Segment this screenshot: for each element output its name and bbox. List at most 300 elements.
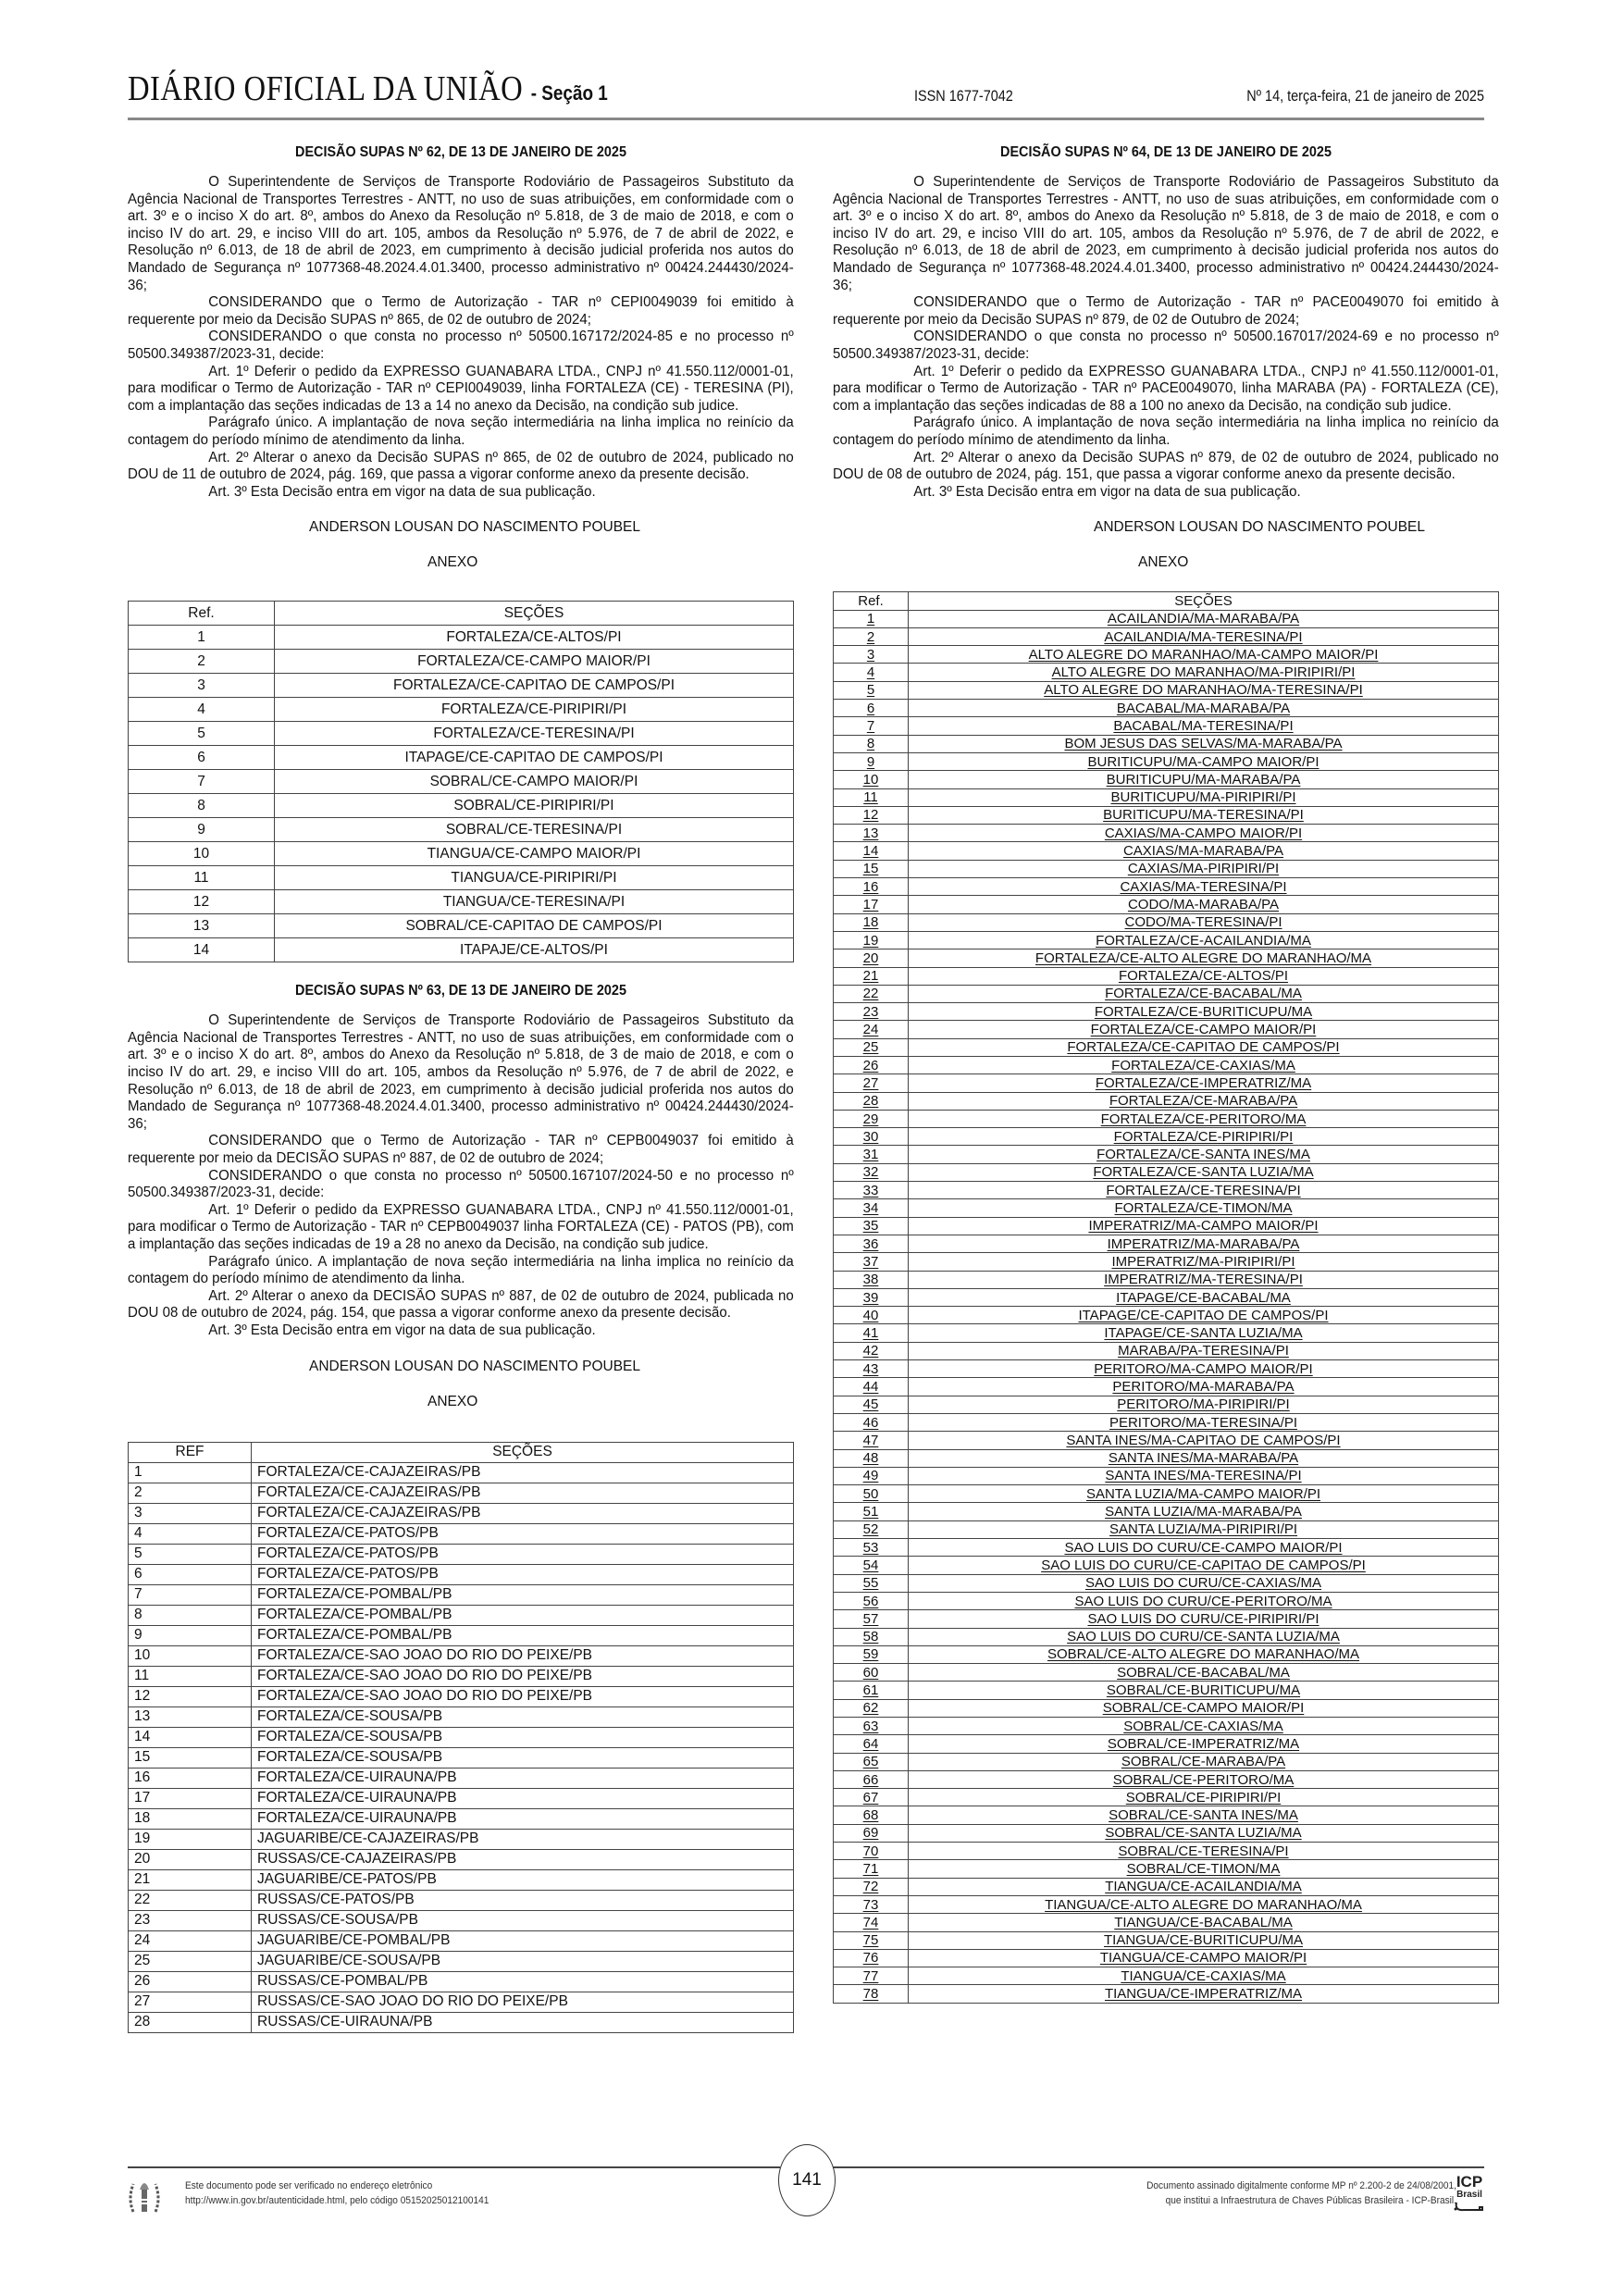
table-row: [834, 1789, 1499, 1806]
table-row: [834, 806, 1499, 824]
table-row: [834, 1539, 1499, 1557]
table-row: [834, 1557, 1499, 1574]
header-divider: [128, 118, 1484, 120]
column-header-ref: Ref.: [834, 592, 909, 610]
table-row: [129, 1747, 794, 1768]
table-row: [129, 842, 794, 866]
cell-ref: 5: [129, 1544, 252, 1564]
cell-ref: 7: [834, 717, 909, 735]
table-row: [834, 1324, 1499, 1342]
cell-ref: 37: [834, 1253, 909, 1271]
table-row: [834, 1914, 1499, 1931]
cell-ref: 1: [834, 610, 909, 627]
cell-ref: 11: [129, 1666, 252, 1686]
column-header-sections: SEÇÕES: [275, 602, 794, 626]
cell-section: SOBRAL/CE-CAPITAO DE CAMPOS/PI: [275, 914, 794, 938]
table-row: [834, 1895, 1499, 1913]
table-row: [834, 1235, 1499, 1252]
cell-ref: 20: [834, 949, 909, 967]
cell-ref: 13: [129, 1706, 252, 1727]
paragraph: CONSIDERANDO o que consta no processo nº 50500.167172/2024-85 e no processo nº 50500.349387/2023-31, decide:: [128, 329, 794, 362]
footer-divider-right: [833, 2166, 1484, 2168]
cell-ref: 52: [834, 1520, 909, 1538]
cell-section: JAGUARIBE/CE-POMBAL/PB: [252, 1930, 794, 1951]
cell-ref: 46: [834, 1413, 909, 1431]
signer-name: ANDERSON LOUSAN DO NASCIMENTO POUBEL: [1094, 519, 1426, 536]
paragraph: Art. 3º Esta Decisão entra em vigor na data de sua publicação.: [913, 483, 1301, 500]
cell-ref: 7: [129, 770, 275, 794]
cell-ref: 25: [129, 1951, 252, 1971]
cell-section: FORTALEZA/CE-SAO JOAO DO RIO DO PEIXE/PB: [252, 1645, 794, 1666]
table-row: [834, 1645, 1499, 1663]
cell-ref: 19: [129, 1829, 252, 1849]
table-row: [129, 626, 794, 650]
paragraph: CONSIDERANDO o que consta no processo nº 50500.167107/2024-50 e no processo nº 50500.349387/2023-31, decide:: [128, 1167, 794, 1201]
table-row: [129, 1564, 794, 1584]
cell-section: SANTA INES/MA-TERESINA/PI: [909, 1467, 1499, 1484]
cell-ref: 24: [834, 1021, 909, 1038]
cell-ref: 27: [834, 1074, 909, 1092]
table-row: [129, 746, 794, 770]
table-row: [834, 842, 1499, 860]
paragraph: CONSIDERANDO o que consta no processo nº 50500.167017/2024-69 e no processo nº 50500.349387/2023-31, decide:: [833, 329, 1499, 362]
paragraph: Art. 3º Esta Decisão entra em vigor na data de sua publicação.: [208, 483, 596, 500]
cell-section: FORTALEZA/CE-UIRAUNA/PB: [252, 1768, 794, 1788]
cell-section: BURITICUPU/MA-PIRIPIRI/PI: [909, 788, 1499, 806]
table-row: [834, 1931, 1499, 1949]
cell-ref: 5: [834, 681, 909, 699]
cell-ref: 59: [834, 1645, 909, 1663]
cell-ref: 11: [129, 866, 275, 890]
cell-ref: 69: [834, 1824, 909, 1842]
table-row: [834, 1520, 1499, 1538]
table-row: [129, 1625, 794, 1645]
cell-ref: 2: [834, 627, 909, 645]
cell-section: TIANGUA/CE-CAMPO MAIOR/PI: [275, 842, 794, 866]
cell-ref: 28: [129, 2012, 252, 2032]
table-row: [834, 913, 1499, 931]
cell-section: SOBRAL/CE-BACABAL/MA: [909, 1664, 1499, 1682]
table-row: [129, 914, 794, 938]
table-row: [834, 1610, 1499, 1628]
cell-ref: 7: [129, 1584, 252, 1605]
cell-ref: 10: [129, 842, 275, 866]
paragraph: O Superintendente de Serviços de Transporte Rodoviário de Passageiros Substituto da Agência Nacional de Transportes Terrestres - ANTT, no uso de suas atribuições, em conformidade com o art. 3º e o inciso X do art. 8º, ambos do Anexo da Resolução nº 5.818, de 3 de maio de 2018, e com o inciso IV do art. 29, e inciso VIII do art. 105, ambos da Resolução nº 5.976, de 7 de abril de 2022, e Resolução nº 6.013, de 18 de abril de 2023, em cumprimento à decisão judicial proferida nos autos do Mandado de Segurança nº 1077368-48.2024.4.01.3400, processo administrativo nº 00424.244430/2024-36;: [128, 1012, 794, 1132]
table-row: [834, 1092, 1499, 1110]
cell-ref: 4: [129, 698, 275, 722]
cell-ref: 26: [834, 1057, 909, 1074]
table-row: [129, 1992, 794, 2012]
cell-ref: 15: [834, 860, 909, 877]
table-row: [834, 1271, 1499, 1288]
cell-section: SOBRAL/CE-CAMPO MAIOR/PI: [909, 1699, 1499, 1717]
cell-section: RUSSAS/CE-PATOS/PB: [252, 1890, 794, 1910]
table-row: [834, 1432, 1499, 1449]
table-row: [834, 1770, 1499, 1788]
table-row: [129, 1666, 794, 1686]
cell-section: CAXIAS/MA-CAMPO MAIOR/PI: [909, 825, 1499, 842]
annex-label: ANEXO: [427, 554, 478, 571]
cell-ref: 63: [834, 1717, 909, 1734]
cell-section: SAO LUIS DO CURU/CE-PERITORO/MA: [909, 1592, 1499, 1609]
cell-ref: 28: [834, 1092, 909, 1110]
table-row: [129, 698, 794, 722]
cell-section: SANTA INES/MA-MARABA/PA: [909, 1449, 1499, 1467]
cell-ref: 57: [834, 1610, 909, 1628]
cell-ref: 10: [129, 1645, 252, 1666]
cell-section: FORTALEZA/CE-SOUSA/PB: [252, 1747, 794, 1768]
table-row: [834, 771, 1499, 788]
cell-ref: 9: [129, 1625, 252, 1645]
verification-url[interactable]: http://www.in.gov.br/autenticidade.html, pelo código 05152025012100141: [185, 2195, 489, 2206]
cell-section: TIANGUA/CE-IMPERATRIZ/MA: [909, 1985, 1499, 2003]
cell-section: SAO LUIS DO CURU/CE-PIRIPIRI/PI: [909, 1610, 1499, 1628]
table-row: [834, 1664, 1499, 1682]
table-row: [834, 735, 1499, 752]
table-row: [129, 1483, 794, 1503]
table-row: [834, 664, 1499, 681]
table-row: [129, 770, 794, 794]
cell-section: SOBRAL/CE-PIRIPIRI/PI: [909, 1789, 1499, 1806]
cell-section: FORTALEZA/CE-UIRAUNA/PB: [252, 1788, 794, 1808]
section-label: - Seção 1: [530, 81, 608, 105]
annex-table: [128, 601, 794, 962]
cell-ref: 8: [129, 1605, 252, 1625]
cell-section: TIANGUA/CE-BURITICUPU/MA: [909, 1931, 1499, 1949]
table-row: [834, 1843, 1499, 1860]
table-row: [834, 717, 1499, 735]
table-row: [129, 1951, 794, 1971]
cell-ref: 14: [129, 1727, 252, 1747]
republic-emblem-icon: [126, 2175, 163, 2217]
cell-section: FORTALEZA/CE-ALTOS/PI: [275, 626, 794, 650]
publication-name: DIÁRIO OFICIAL DA UNIÃO: [128, 69, 524, 108]
cell-section: RUSSAS/CE-POMBAL/PB: [252, 1971, 794, 1992]
cell-ref: 42: [834, 1342, 909, 1359]
cell-section: FORTALEZA/CE-CAPITAO DE CAMPOS/PI: [275, 674, 794, 698]
table-row: [834, 1021, 1499, 1038]
table-row: [129, 938, 794, 962]
cell-ref: 4: [834, 664, 909, 681]
cell-ref: 51: [834, 1503, 909, 1520]
table-row: [834, 1110, 1499, 1127]
table-row: [834, 1128, 1499, 1146]
cell-ref: 24: [129, 1930, 252, 1951]
cell-section: TIANGUA/CE-ALTO ALEGRE DO MARANHAO/MA: [909, 1895, 1499, 1913]
paragraph: Parágrafo único. A implantação de nova seção intermediária na linha implica no reinício da contagem do período mínimo de atendimento da linha.: [128, 1253, 794, 1287]
digital-signature-note: [1146, 2178, 1456, 2208]
table-row: [834, 1378, 1499, 1396]
table-row: [129, 1829, 794, 1849]
signer-name: ANDERSON LOUSAN DO NASCIMENTO POUBEL: [309, 519, 641, 536]
table-row: [129, 1869, 794, 1890]
cell-ref: 35: [834, 1217, 909, 1235]
table-row: [834, 1985, 1499, 2003]
table-row: [834, 931, 1499, 949]
table-row: [834, 825, 1499, 842]
cell-section: SAO LUIS DO CURU/CE-CAPITAO DE CAMPOS/PI: [909, 1557, 1499, 1574]
table-row: [834, 1682, 1499, 1699]
cell-ref: 14: [129, 938, 275, 962]
cell-ref: 64: [834, 1735, 909, 1753]
issn: ISSN 1677-7042: [914, 87, 1013, 105]
table-row: [834, 1878, 1499, 1895]
cell-ref: 1: [129, 1462, 252, 1483]
table-row: [834, 985, 1499, 1002]
table-row: [129, 1462, 794, 1483]
paragraph: Art. 1º Deferir o pedido da EXPRESSO GUANABARA LTDA., CNPJ nº 41.550.112/0001-01, para modificar o Termo de Autorização - TAR nº CEPI0049039, linha FORTALEZA (CE) - TERESINA (PI), com a implantação das seções indicadas de 13 a 14 no anexo da Decisão, na condição sub judice.: [128, 363, 794, 414]
cell-section: BOM JESUS DAS SELVAS/MA-MARABA/PA: [909, 735, 1499, 752]
cell-section: FORTALEZA/CE-POMBAL/PB: [252, 1605, 794, 1625]
cell-ref: 58: [834, 1628, 909, 1645]
cell-ref: 23: [129, 1910, 252, 1930]
cell-section: SAO LUIS DO CURU/CE-SANTA LUZIA/MA: [909, 1628, 1499, 1645]
cell-ref: 62: [834, 1699, 909, 1717]
publication-title: [128, 68, 608, 109]
cell-section: FORTALEZA/CE-CAJAZEIRAS/PB: [252, 1483, 794, 1503]
cell-ref: 34: [834, 1199, 909, 1217]
cell-ref: 73: [834, 1895, 909, 1913]
table-row: [834, 1038, 1499, 1056]
table-row: [129, 1727, 794, 1747]
cell-ref: 67: [834, 1789, 909, 1806]
paragraph: CONSIDERANDO que o Termo de Autorização - TAR nº CEPB0049037 foi emitido à requerente por meio da DECISÃO SUPAS nº 887, de 02 de outubro de 2024;: [128, 1133, 794, 1167]
cell-ref: 6: [129, 1564, 252, 1584]
cell-ref: 41: [834, 1324, 909, 1342]
cell-section: FORTALEZA/CE-MARABA/PA: [909, 1092, 1499, 1110]
table-row: [129, 1706, 794, 1727]
cell-section: FORTALEZA/CE-BURITICUPU/MA: [909, 1003, 1499, 1021]
signature-line-1: Documento assinado digitalmente conforme MP nº 2.200-2 de 24/08/2001,: [1146, 2180, 1456, 2191]
cell-ref: 47: [834, 1432, 909, 1449]
cell-ref: 66: [834, 1770, 909, 1788]
cell-ref: 3: [129, 1503, 252, 1523]
cell-section: FORTALEZA/CE-IMPERATRIZ/MA: [909, 1074, 1499, 1092]
cell-ref: 15: [129, 1747, 252, 1768]
cell-section: SOBRAL/CE-BURITICUPU/MA: [909, 1682, 1499, 1699]
table-row: [834, 1592, 1499, 1609]
cell-ref: 17: [129, 1788, 252, 1808]
cell-ref: 49: [834, 1467, 909, 1484]
table-row: [834, 1574, 1499, 1592]
column-header-ref: Ref.: [129, 602, 275, 626]
cell-ref: 21: [129, 1869, 252, 1890]
cell-section: SOBRAL/CE-PERITORO/MA: [909, 1770, 1499, 1788]
cell-section: PERITORO/MA-PIRIPIRI/PI: [909, 1396, 1499, 1413]
cell-ref: 13: [129, 914, 275, 938]
cell-ref: 26: [129, 1971, 252, 1992]
cell-section: CAXIAS/MA-MARABA/PA: [909, 842, 1499, 860]
cell-section: FORTALEZA/CE-CAJAZEIRAS/PB: [252, 1503, 794, 1523]
table-row: [129, 794, 794, 818]
table-row: [129, 1971, 794, 1992]
cell-section: FORTALEZA/CE-SANTA LUZIA/MA: [909, 1163, 1499, 1181]
table-row: [834, 1735, 1499, 1753]
cell-section: BURITICUPU/MA-MARABA/PA: [909, 771, 1499, 788]
cell-section: FORTALEZA/CE-POMBAL/PB: [252, 1625, 794, 1645]
cell-section: TIANGUA/CE-CAMPO MAIOR/PI: [909, 1949, 1499, 1967]
annex-label: ANEXO: [1138, 554, 1189, 571]
cell-ref: 55: [834, 1574, 909, 1592]
paragraph: O Superintendente de Serviços de Transporte Rodoviário de Passageiros Substituto da Agência Nacional de Transportes Terrestres - ANTT, no uso de suas atribuições, em conformidade com o art. 3º e o inciso X do art. 8º, ambos do Anexo da Resolução nº 5.818, de 3 de maio de 2018, e com o inciso IV do art. 29, e inciso VIII do art. 105, ambos da Resolução nº 5.976, de 7 de abril de 2022, e Resolução nº 6.013, de 18 de abril de 2023, em cumprimento à decisão judicial proferida nos autos do Mandado de Segurança nº 1077368-48.2024.4.01.3400, processo administrativo nº 00424.244430/2024-36;: [833, 174, 1499, 293]
cell-section: SOBRAL/CE-IMPERATRIZ/MA: [909, 1735, 1499, 1753]
cell-ref: 12: [129, 890, 275, 914]
cell-ref: 23: [834, 1003, 909, 1021]
cell-ref: 20: [129, 1849, 252, 1869]
cell-ref: 32: [834, 1163, 909, 1181]
icp-logo-text: ICP: [1456, 2173, 1483, 2191]
table-row: [834, 1717, 1499, 1734]
cell-section: SOBRAL/CE-PIRIPIRI/PI: [275, 794, 794, 818]
cell-ref: 9: [834, 752, 909, 770]
table-row: [834, 1163, 1499, 1181]
table-row: [834, 1342, 1499, 1359]
table-row: [129, 1808, 794, 1829]
cell-ref: 17: [834, 896, 909, 913]
cell-section: FORTALEZA/CE-ALTO ALEGRE DO MARANHAO/MA: [909, 949, 1499, 967]
table-row: [834, 949, 1499, 967]
cell-ref: 33: [834, 1182, 909, 1199]
cell-ref: 8: [834, 735, 909, 752]
cell-section: SOBRAL/CE-SANTA LUZIA/MA: [909, 1824, 1499, 1842]
cell-section: SOBRAL/CE-TERESINA/PI: [275, 818, 794, 842]
cell-section: SAO LUIS DO CURU/CE-CAXIAS/MA: [909, 1574, 1499, 1592]
paragraph: Parágrafo único. A implantação de nova seção intermediária na linha implica no reinício da contagem do período mínimo de atendimento da linha.: [833, 415, 1499, 448]
cell-section: FORTALEZA/CE-TERESINA/PI: [275, 722, 794, 746]
table-row: [834, 681, 1499, 699]
annex-table: [833, 591, 1499, 2003]
column-header-sections: SEÇÕES: [909, 592, 1499, 610]
cell-section: FORTALEZA/CE-TIMON/MA: [909, 1199, 1499, 1217]
cell-section: SANTA LUZIA/MA-MARABA/PA: [909, 1503, 1499, 1520]
cell-ref: 39: [834, 1288, 909, 1306]
cell-ref: 70: [834, 1843, 909, 1860]
cell-section: JAGUARIBE/CE-SOUSA/PB: [252, 1951, 794, 1971]
cell-section: FORTALEZA/CE-PATOS/PB: [252, 1544, 794, 1564]
right-column: [833, 139, 1499, 2004]
cell-section: JAGUARIBE/CE-PATOS/PB: [252, 1869, 794, 1890]
table-row: [834, 1413, 1499, 1431]
cell-section: SOBRAL/CE-CAMPO MAIOR/PI: [275, 770, 794, 794]
cell-ref: 27: [129, 1992, 252, 2012]
cell-section: SANTA LUZIA/MA-CAMPO MAIOR/PI: [909, 1485, 1499, 1503]
table-row: [129, 722, 794, 746]
cell-section: SOBRAL/CE-TERESINA/PI: [909, 1843, 1499, 1860]
decision-title: DECISÃO SUPAS Nº 63, DE 13 DE JANEIRO DE 2025: [295, 983, 626, 999]
table-row: [129, 2012, 794, 2032]
paragraph: Art. 2º Alterar o anexo da Decisão SUPAS nº 879, de 02 de outubro de 2024, publicado no DOU de 08 de outubro de 2024, pág. 151, que passa a vigorar conforme anexo da presente decisão.: [833, 449, 1499, 483]
cell-section: FORTALEZA/CE-SOUSA/PB: [252, 1727, 794, 1747]
table-row: [834, 1253, 1499, 1271]
cell-section: FORTALEZA/CE-SAO JOAO DO RIO DO PEIXE/PB: [252, 1686, 794, 1706]
table-row: [129, 1523, 794, 1544]
cell-ref: 12: [834, 806, 909, 824]
cell-ref: 2: [129, 650, 275, 674]
cell-section: ITAPAJE/CE-ALTOS/PI: [275, 938, 794, 962]
cell-section: BURITICUPU/MA-TERESINA/PI: [909, 806, 1499, 824]
cell-ref: 14: [834, 842, 909, 860]
paragraph: Parágrafo único. A implantação de nova seção intermediária na linha implica no reinício da contagem do período mínimo de atendimento da linha.: [128, 415, 794, 448]
paragraph: Art. 2º Alterar o anexo da Decisão SUPAS nº 865, de 02 de outubro de 2024, publicado no DOU de 11 de outubro de 2024, pág. 169, que passa a vigorar conforme anexo da presente decisão.: [128, 449, 794, 483]
table-row: [834, 1860, 1499, 1878]
table-row: [129, 890, 794, 914]
table-row: [129, 1788, 794, 1808]
cell-section: BACABAL/MA-MARABA/PA: [909, 700, 1499, 717]
cell-ref: 1: [129, 626, 275, 650]
cell-section: ACAILANDIA/MA-MARABA/PA: [909, 610, 1499, 627]
cell-ref: 60: [834, 1664, 909, 1682]
cell-section: ITAPAGE/CE-CAPITAO DE CAMPOS/PI: [909, 1307, 1499, 1324]
table-row: [834, 646, 1499, 664]
cell-ref: 9: [129, 818, 275, 842]
paragraph: Art. 2º Alterar o anexo da DECISÃO SUPAS nº 887, de 02 de outubro de 2024, publicada no DOU 08 de outubro de 2024, pág. 154, que passa a vigorar conforme anexo da presente decisão.: [128, 1287, 794, 1322]
cell-section: IMPERATRIZ/MA-PIRIPIRI/PI: [909, 1253, 1499, 1271]
cell-ref: 61: [834, 1682, 909, 1699]
table-row: [834, 1199, 1499, 1217]
cell-section: SANTA LUZIA/MA-PIRIPIRI/PI: [909, 1520, 1499, 1538]
verification-line-1: Este documento pode ser verificado no endereço eletrônico: [185, 2180, 433, 2191]
cell-section: SAO LUIS DO CURU/CE-CAMPO MAIOR/PI: [909, 1539, 1499, 1557]
cell-section: FORTALEZA/CE-PATOS/PB: [252, 1564, 794, 1584]
table-row: [129, 1605, 794, 1625]
cell-ref: 71: [834, 1860, 909, 1878]
cell-ref: 68: [834, 1806, 909, 1824]
table-row: [129, 1686, 794, 1706]
cell-section: TIANGUA/CE-PIRIPIRI/PI: [275, 866, 794, 890]
cell-section: SANTA INES/MA-CAPITAO DE CAMPOS/PI: [909, 1432, 1499, 1449]
annex-table: [128, 1442, 794, 2033]
cell-ref: 72: [834, 1878, 909, 1895]
cell-section: TIANGUA/CE-TERESINA/PI: [275, 890, 794, 914]
icp-logo-subtext: Brasil: [1456, 2190, 1482, 2200]
cell-ref: 4: [129, 1523, 252, 1544]
column-header-sections: SEÇÕES: [252, 1442, 794, 1462]
cell-section: FORTALEZA/CE-ACAILANDIA/MA: [909, 931, 1499, 949]
cell-section: RUSSAS/CE-SAO JOAO DO RIO DO PEIXE/PB: [252, 1992, 794, 2012]
cell-ref: 25: [834, 1038, 909, 1056]
table-row: [834, 860, 1499, 877]
table-row: [834, 1182, 1499, 1199]
table-row: [834, 1628, 1499, 1645]
table-row: [834, 1949, 1499, 1967]
cell-ref: 10: [834, 771, 909, 788]
decision-62: [128, 144, 794, 962]
cell-ref: 16: [834, 878, 909, 896]
cell-ref: 53: [834, 1539, 909, 1557]
cell-ref: 44: [834, 1378, 909, 1396]
table-row: [834, 1485, 1499, 1503]
table-row: [834, 1307, 1499, 1324]
cell-ref: 30: [834, 1128, 909, 1146]
annex-label: ANEXO: [427, 1393, 478, 1409]
cell-section: ALTO ALEGRE DO MARANHAO/MA-CAMPO MAIOR/PI: [909, 646, 1499, 664]
cell-ref: 3: [129, 674, 275, 698]
cell-ref: 6: [834, 700, 909, 717]
cell-section: CAXIAS/MA-TERESINA/PI: [909, 878, 1499, 896]
edition-date: Nº 14, terça-feira, 21 de janeiro de 2025: [1246, 87, 1484, 105]
cell-section: PERITORO/MA-CAMPO MAIOR/PI: [909, 1360, 1499, 1378]
paragraph: CONSIDERANDO que o Termo de Autorização - TAR nº CEPI0049039 foi emitido à requerente por meio da Decisão SUPAS nº 865, de 02 de outubro de 2024;: [128, 294, 794, 328]
table-row: [129, 1890, 794, 1910]
cell-section: RUSSAS/CE-SOUSA/PB: [252, 1910, 794, 1930]
table-row: [834, 1217, 1499, 1235]
table-row: [129, 1584, 794, 1605]
table-row: [129, 674, 794, 698]
cell-ref: 18: [834, 913, 909, 931]
table-row: [834, 1467, 1499, 1484]
cell-ref: 18: [129, 1808, 252, 1829]
cell-section: TIANGUA/CE-ACAILANDIA/MA: [909, 1878, 1499, 1895]
